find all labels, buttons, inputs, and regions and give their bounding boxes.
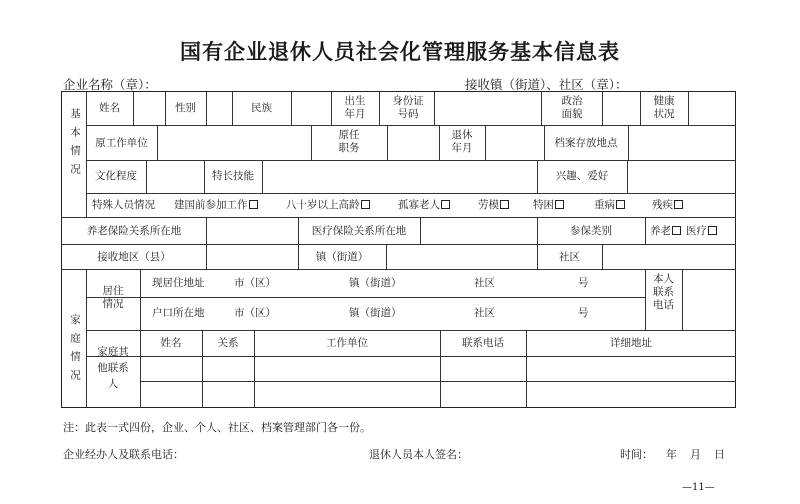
hobby-label: 兴趣、爱好 xyxy=(555,170,609,182)
special-opt-6[interactable]: 重病 xyxy=(594,199,625,212)
skills-label: 特长技能 xyxy=(212,170,254,182)
receiving-town-label: 镇（街道） xyxy=(315,251,369,263)
current-address-label: 现居住地址 xyxy=(152,277,205,289)
gender-label: 性别 xyxy=(175,102,196,114)
col-work-unit: 工作单位 xyxy=(326,337,368,349)
pension-checkbox[interactable]: 养老 xyxy=(650,225,681,238)
education-field[interactable] xyxy=(147,167,203,187)
retire-label: 退休 年月 xyxy=(451,129,473,154)
name-label: 姓名 xyxy=(99,102,120,114)
family-info-side-label: 家庭情况 xyxy=(69,314,81,388)
self-phone-field[interactable] xyxy=(683,278,735,322)
special-opt-3[interactable]: 孤寡老人 xyxy=(398,199,450,212)
col-address: 详细地址 xyxy=(610,337,652,349)
day-label: 日 xyxy=(714,448,725,461)
ethnicity-label: 民族 xyxy=(251,102,272,114)
receiving-district-field[interactable] xyxy=(207,248,297,266)
orig-post-label: 原任 职务 xyxy=(338,129,360,154)
special-opt-5[interactable]: 特困 xyxy=(533,199,564,212)
gender-field[interactable] xyxy=(207,100,231,118)
hukou-community-label: 社区 xyxy=(474,307,495,319)
special-opt-7[interactable]: 残疾 xyxy=(652,199,683,212)
birth-label: 出生 年月 xyxy=(344,95,366,120)
name-field[interactable] xyxy=(134,100,164,118)
medical-loc-label: 医疗保险关系所在地 xyxy=(311,225,407,237)
receiver-label: 接收镇（街道）、社区（章）： xyxy=(465,77,628,92)
health-field[interactable] xyxy=(689,100,735,118)
orig-post-field[interactable] xyxy=(388,133,438,153)
orig-unit-label: 原工作单位 xyxy=(95,137,148,149)
self-phone-label: 本人 联系 电话 xyxy=(653,273,674,311)
basic-info-side-label: 基本情况 xyxy=(69,108,81,182)
checkbox-icon xyxy=(616,200,625,209)
skills-field[interactable] xyxy=(263,167,536,187)
checkbox-icon xyxy=(674,200,683,209)
residence-label: 居住 情况 xyxy=(102,285,124,310)
politics-label: 政治 面貌 xyxy=(561,95,583,120)
current-number-label: 号 xyxy=(578,277,589,289)
company-name-label: 企业名称（章）： xyxy=(63,77,157,92)
col-phone: 联系电话 xyxy=(462,337,504,349)
insurance-type-label: 参保类别 xyxy=(570,225,612,237)
archive-label: 档案存放地点 xyxy=(554,137,618,149)
year-label: 年 xyxy=(666,448,677,461)
page-number: —11— xyxy=(682,482,715,493)
checkbox-icon xyxy=(441,200,450,209)
ethnicity-field[interactable] xyxy=(292,100,330,118)
special-opt-2[interactable]: 八十岁以上高龄 xyxy=(286,199,370,212)
retire-field[interactable] xyxy=(486,133,543,153)
page-title: 国有企业退休人员社会化管理服务基本信息表 xyxy=(180,39,620,64)
month-label: 月 xyxy=(690,448,701,461)
hukou-town-label: 镇（街道） xyxy=(349,307,402,319)
medical-loc-field[interactable] xyxy=(421,222,536,240)
special-label: 特殊人员情况 xyxy=(92,199,155,211)
receiving-town-field[interactable] xyxy=(387,248,536,266)
orig-unit-field[interactable] xyxy=(158,133,310,153)
receiving-community-field[interactable] xyxy=(603,248,735,266)
receiving-district-label: 接收地区（县） xyxy=(97,251,171,263)
signature-label: 退休人员本人签名： xyxy=(369,448,468,461)
education-label: 文化程度 xyxy=(95,170,137,182)
current-city-label: 市（区） xyxy=(234,277,276,289)
receiving-community-label: 社区 xyxy=(559,251,580,263)
special-opt-4[interactable]: 劳模 xyxy=(478,199,509,212)
form-note: 注：此表一式四份，企业、个人、社区、档案管理部门各一份。 xyxy=(63,421,371,434)
time-label: 时间： xyxy=(620,448,653,461)
col-name: 姓名 xyxy=(160,337,182,349)
checkbox-icon xyxy=(361,200,370,209)
id-card-field[interactable] xyxy=(435,100,540,118)
checkbox-icon xyxy=(555,200,564,209)
hukou-address-label: 户口所在地 xyxy=(152,307,205,319)
current-town-label: 镇（街道） xyxy=(349,277,402,289)
info-form-table xyxy=(61,91,736,408)
col-relation: 关系 xyxy=(217,337,239,349)
checkbox-icon xyxy=(672,226,681,235)
hobby-field[interactable] xyxy=(628,167,735,187)
other-contacts-label: 家庭其 他联系 人 xyxy=(97,346,129,390)
hukou-city-label: 市（区） xyxy=(234,307,276,319)
special-opt-1[interactable]: 建国前参加工作 xyxy=(174,199,258,212)
medical-checkbox[interactable]: 医疗 xyxy=(686,225,717,238)
id-card-label: 身份证 号码 xyxy=(392,95,424,120)
checkbox-icon xyxy=(708,226,717,235)
current-community-label: 社区 xyxy=(474,277,495,289)
hukou-number-label: 号 xyxy=(578,307,589,319)
archive-field[interactable] xyxy=(629,133,735,153)
pension-loc-field[interactable] xyxy=(207,222,297,240)
pension-loc-label: 养老保险关系所在地 xyxy=(86,225,182,237)
health-label: 健康 状况 xyxy=(653,95,675,120)
handler-label: 企业经办人及联系电话： xyxy=(63,448,184,461)
checkbox-icon xyxy=(249,200,258,209)
checkbox-icon xyxy=(500,200,509,209)
politics-field[interactable] xyxy=(603,100,639,118)
